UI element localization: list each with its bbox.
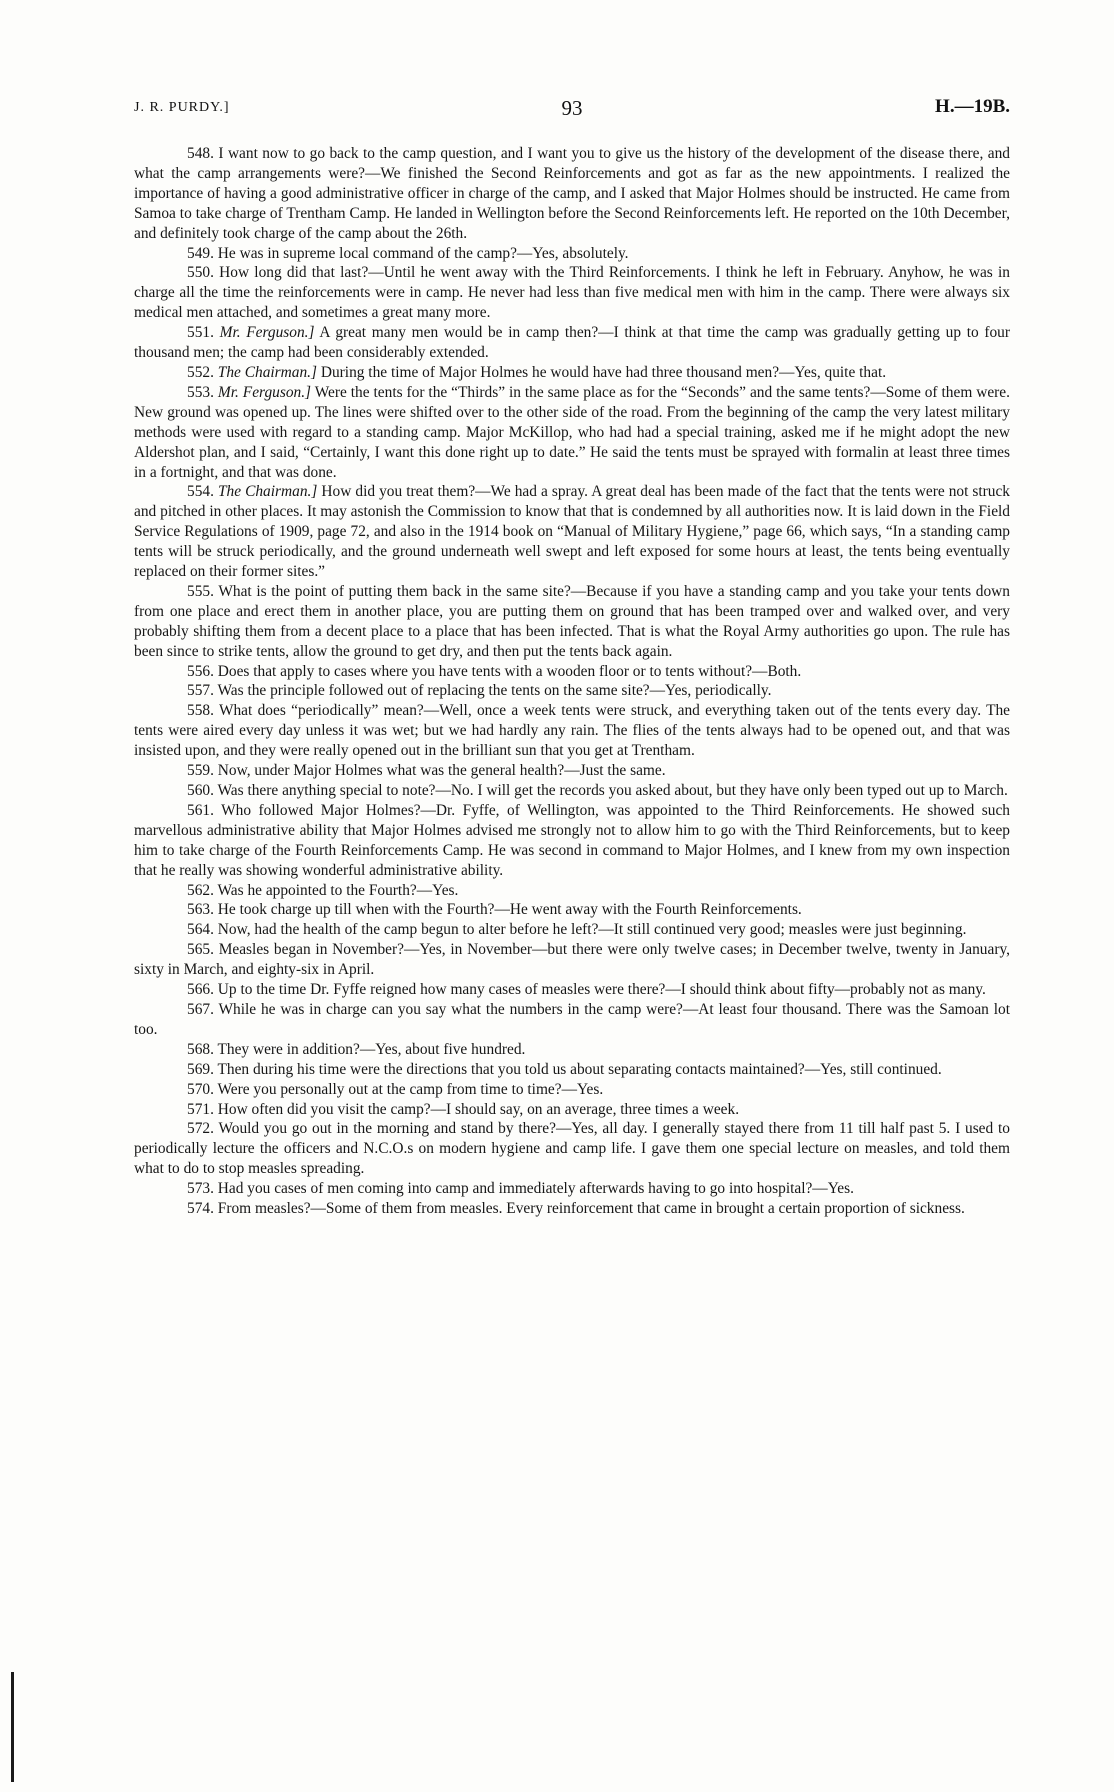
paragraph: 562. Was he appointed to the Fourth?—Yes.: [187, 881, 459, 899]
paragraph: 568. They were in addition?—Yes, about five hundred.: [187, 1040, 526, 1058]
paragraph: 567. While he was in charge can you say what the numbers in the camp were?—At least four thousand. There was the Samoan lot too.: [134, 1000, 1010, 1038]
witness-name: J. R. PURDY.]: [134, 100, 230, 115]
paragraph: 563. He took charge up till when with the Fourth?—He went away with the Fourth Reinforcements.: [187, 901, 802, 919]
scan-margin-mark: [11, 1672, 14, 1782]
paragraph: 560. Was there anything special to note?—No. I will get the records you asked about, but they have only been typed out up to March.: [187, 782, 1008, 799]
paragraph: 554. The Chairman.] How did you treat them?—We had a spray. A great deal has been made of the fact that the tents were not struck and pitched in other places. It may astonish the Commission to know that that is condemned by all authorities now. It is laid down in the Field Service Regulations of 1909, page 72, and also in the 1914 book on “Manual of Military Hygiene,” page 66, which says, “In a standing camp tents will be struck periodically, and the ground underneath well swept and left exposed for some hours at least, the tents being eventually replaced on their former sites.”: [134, 483, 1011, 581]
speaker: Mr. Ferguson.]: [219, 324, 315, 342]
paragraph: 564. Now, had the health of the camp begun to alter before he left?—It still continued very good; measles were just beginning.: [187, 921, 967, 939]
testimony-body: [134, 144, 1010, 1219]
paragraph: 553. Mr. Ferguson.] Were the tents for the “Thirds” in the same place as for the “Seconds” and the same tents?—Some of them were. New ground was opened up. The lines were shifted over to the other side of the road. From the beginning of the camp the very latest military methods were used with regard to a standing camp. Major McKillop, who had had a special training, asked me if he might adopt the new Aldershot plan, and I said, “Certainly, I want this done right up to date.” He said the tents must be sprayed with formalin at least three times in a fortnight, and that was done.: [134, 383, 1010, 481]
page-header: [134, 96, 1010, 126]
speaker: Mr. Ferguson.]: [217, 383, 312, 401]
paragraph: 569. Then during his time were the directions that you told us about separating contacts maintained?—Yes, still continued.: [187, 1060, 942, 1078]
paragraph: 551. Mr. Ferguson.] A great many men would be in camp then?—I think at that time the camp was gradually getting up to four thousand men; the camp had been considerably extended.: [134, 324, 1011, 362]
paragraph: 549. He was in supreme local command of the camp?—Yes, absolutely.: [187, 244, 629, 262]
paragraph: 548. I want now to go back to the camp question, and I want you to give us the history of the development of the disease there, and what the camp arrangements were?—We finished the Second Reinforcements and got as far as the new appointments. I realized the importance of having a good administrative officer in charge of the camp, and I asked that Major Holmes should be instructed. He came from Samoa to take charge of Trentham Camp. He landed in Wellington before the Second Reinforcements left. He reported on the 10th December, and definitely took charge of the camp about the 26th.: [134, 145, 1010, 242]
paragraph: 556. Does that apply to cases where you have tents with a wooden floor or to tents without?—Both.: [187, 662, 802, 680]
page-number: 93: [561, 96, 583, 120]
paragraph: 558. What does “periodically” mean?—Well, once a week tents were struck, and everything taken out of the tents every day. The tents were aired every day unless it was wet; but we had hardly any rain. The flies of the tents always had to be opened out, and that was insisted upon, and they were really opened out in the brilliant sun that you get at Trentham.: [134, 702, 1010, 760]
paragraph: 574. From measles?—Some of them from measles. Every reinforcement that came in brought a certain proportion of sickness.: [187, 1200, 965, 1218]
document-reference: H.—19B.: [935, 96, 1010, 117]
paragraph: 552. The Chairman.] During the time of Major Holmes he would have had three thousand men?—Yes, quite that.: [187, 363, 887, 381]
paragraph: 557. Was the principle followed out of replacing the tents on the same site?—Yes, periodically.: [187, 682, 772, 700]
speaker: The Chairman.]: [217, 363, 317, 381]
paragraph: 571. How often did you visit the camp?—I should say, on an average, three times a week.: [187, 1100, 740, 1118]
paragraph: 572. Would you go out in the morning and stand by there?—Yes, all day. I generally stayed there from 11 till half past 5. I used to periodically lecture the officers and N.C.O.s on modern hygiene and camp life. I gave them one special lecture on measles, and told them what to do to stop measles spreading.: [134, 1120, 1010, 1178]
paragraph: 565. Measles began in November?—Yes, in November—but there were only twelve cases; in December twelve, twenty in January, sixty in March, and eighty-six in April.: [134, 941, 1010, 979]
paragraph: 550. How long did that last?—Until he went away with the Third Reinforcements. I think he left in February. Anyhow, he was in charge all the time the reinforcements were in camp. He never had less than five medical men with him in the camp. There were always six medical men attached, and sometimes a great many more.: [134, 264, 1010, 322]
paragraph: 573. Had you cases of men coming into camp and immediately afterwards having to go into hospital?—Yes.: [187, 1180, 854, 1198]
paragraph: 570. Were you personally out at the camp from time to time?—Yes.: [187, 1080, 604, 1098]
paragraph: 566. Up to the time Dr. Fyffe reigned how many cases of measles were there?—I should think about fifty—probably not as many.: [187, 981, 986, 999]
paragraph: 561. Who followed Major Holmes?—Dr. Fyffe, of Wellington, was appointed to the Third Reinforcements. He showed such marvellous administrative ability that Major Holmes advised me strongly not to allow him to go with the Third Reinforcements, but to keep him to take charge of the Fourth Reinforcements Camp. He was second in command to Major Holmes, and I knew from my own inspection that he really was showing wonderful administrative ability.: [134, 801, 1010, 879]
speaker: The Chairman.]: [217, 483, 318, 501]
paragraph: 555. What is the point of putting them back in the same site?—Because if you have a standing camp and you take your tents down from one place and erect them in another place, you are putting them on ground that has been tramped over and walked over, and very probably shifting them from a decent place to a place that has been infected. That is what the Royal Army authorities go upon. The rule has been since to strike tents, allow the ground to get dry, and then put the tents back again.: [134, 582, 1010, 660]
paragraph: 559. Now, under Major Holmes what was the general health?—Just the same.: [187, 762, 666, 780]
